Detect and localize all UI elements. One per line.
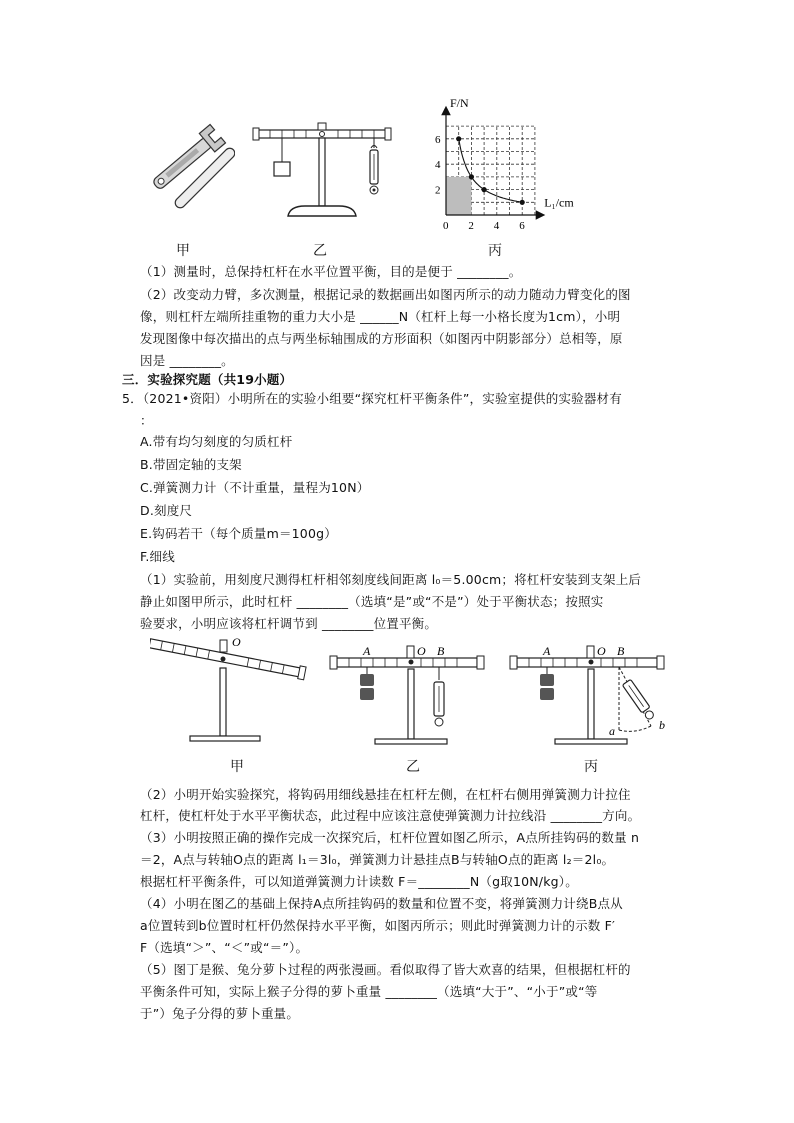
q4-part1: （1）测量时，总保持杠杆在水平位置平衡，目的是便于 ________。	[140, 264, 522, 279]
q5-p1-line1: （1）实验前，用刻度尺测得杠杆相邻刻度线间距离 l₀＝5.00cm；将杠杆安装到支架上后	[140, 572, 642, 587]
q5-p5-line1: （5）图丁是猴、兔分萝卜过程的两张漫画。看似取得了皆大欢喜的结果，但根据杠杆的	[140, 962, 631, 977]
q5-p4-line3: F（选填“＞”、“＜”或“＝”）。	[140, 940, 309, 955]
q4-part2-line4: 因是 ________。	[140, 353, 234, 368]
q5-option-e: E.钩码若干（每个质量m＝100g）	[140, 526, 337, 541]
q4-part2-line2: 像，则杠杆左端所挂重物的重力大小是 ______N（杠杆上每一小格长度为1cm），小明	[140, 309, 621, 324]
shaded-area-rect	[446, 177, 471, 215]
q5-p3-line1: （3）小明按照正确的操作完成一次探究后，杠杆位置如图乙所示，A点所挂钩码的数量 n	[140, 830, 640, 845]
pivot-label-o: O	[417, 644, 426, 658]
lever-figure-bing	[505, 638, 675, 753]
lever-caption-yi: 乙	[406, 759, 420, 775]
y-tick-label: 6	[435, 133, 441, 146]
lever-figure-yi	[325, 638, 490, 753]
q5-option-b: B.带固定轴的支架	[140, 457, 242, 472]
lever-caption-jia: 甲	[230, 759, 244, 775]
q5-p2-line1: （2）小明开始实验探究，将钩码用细线悬挂在杠杆左侧，在杠杆右侧用弹簧测力计拉住	[140, 787, 631, 802]
q5-option-a: A.带有均匀刻度的匀质杠杆	[140, 434, 293, 449]
data-point	[482, 187, 487, 192]
wrench-and-rod-illustration	[135, 118, 235, 213]
pivot-label-o: O	[232, 635, 241, 649]
q5-p5-line3: 于”）兔子分得的萝卜重量。	[140, 1006, 300, 1021]
x-tick-label: 6	[519, 220, 525, 232]
fig-caption-bing: 丙	[488, 243, 502, 259]
point-label-a: A	[543, 644, 551, 658]
position-label-b: b	[659, 718, 665, 732]
x-tick-label: 0	[443, 220, 449, 232]
data-point	[469, 174, 474, 179]
q5-p5-line2: 平衡条件可知，实际上猴子分得的萝卜重量 ________（选填“大于”、“小于”或“等	[140, 984, 598, 999]
lever-stand-illustration	[250, 118, 395, 223]
pivot-label-o: O	[597, 644, 606, 658]
point-label-b: B	[617, 644, 625, 658]
q5-option-f: F.细线	[140, 549, 175, 564]
point-label-b: B	[437, 644, 445, 658]
q5-p3-line3: 根据杠杆平衡条件，可以知道弹簧测力计读数 F＝________N（g取10N/kg）。	[140, 874, 578, 889]
q5-p1-line2: 静止如图甲所示，此时杠杆 ________（选填“是”或“不是”）处于平衡状态；按照实	[140, 594, 604, 609]
q5-intro-line1: 5．（2021•资阳）小明所在的实验小组要“探究杠杆平衡条件”，实验室提供的实验器材有	[122, 391, 622, 406]
lever-caption-bing: 丙	[584, 759, 598, 775]
fig-caption-yi: 乙	[313, 243, 327, 259]
y-tick-label: 2	[435, 184, 441, 197]
q5-p1-line3: 验要求，小明应该将杠杆调节到 ________位置平衡。	[140, 616, 438, 631]
fig-caption-jia: 甲	[176, 243, 190, 259]
data-point	[456, 136, 461, 141]
q5-p4-line1: （4）小明在图乙的基础上保持A点所挂钩码的数量和位置不变，将弹簧测力计绕B点从	[140, 896, 623, 911]
q5-p4-line2: a位置转到b位置时杠杆仍然保持水平平衡，如图丙所示；则此时弹簧测力计的示数 F′	[140, 918, 616, 933]
x-axis-label: L₁/cm	[544, 195, 574, 210]
q5-p3-line2: ＝2，A点与转轴O点的距离 l₁＝3l₀，弹簧测力计悬挂点B与转轴O点的距离 l₂＝2l₀。	[140, 852, 615, 867]
section-title: 三．实验探究题（共19小题）	[122, 372, 293, 387]
q4-part2-line3: 发现图像中每次描出的点与两坐标轴围成的方形面积（如图丙中阴影部分）总相等，原	[140, 331, 623, 346]
x-tick-label: 4	[493, 220, 500, 232]
force-arm-graph	[420, 95, 590, 233]
q5-intro-line2: ：	[140, 413, 153, 428]
x-tick-label: 2	[468, 220, 474, 232]
y-axis-label: F/N	[450, 96, 469, 110]
y-tick-label: 4	[435, 159, 441, 172]
q4-part2-line1: （2）改变动力臂，多次测量，根据记录的数据画出如图丙所示的动力随动力臂变化的图	[140, 287, 631, 302]
q5-option-c: C.弹簧测力计（不计重量，量程为10N）	[140, 480, 370, 495]
q5-option-d: D.刻度尺	[140, 503, 193, 518]
lever-figure-jia	[150, 630, 315, 750]
q5-p2-line2: 杠杆，使杠杆处于水平平衡状态，此过程中应该注意使弹簧测力计拉线沿 ________方向。	[140, 808, 641, 823]
data-point	[520, 200, 525, 205]
point-label-a: A	[363, 644, 371, 658]
position-label-a: a	[609, 724, 615, 738]
